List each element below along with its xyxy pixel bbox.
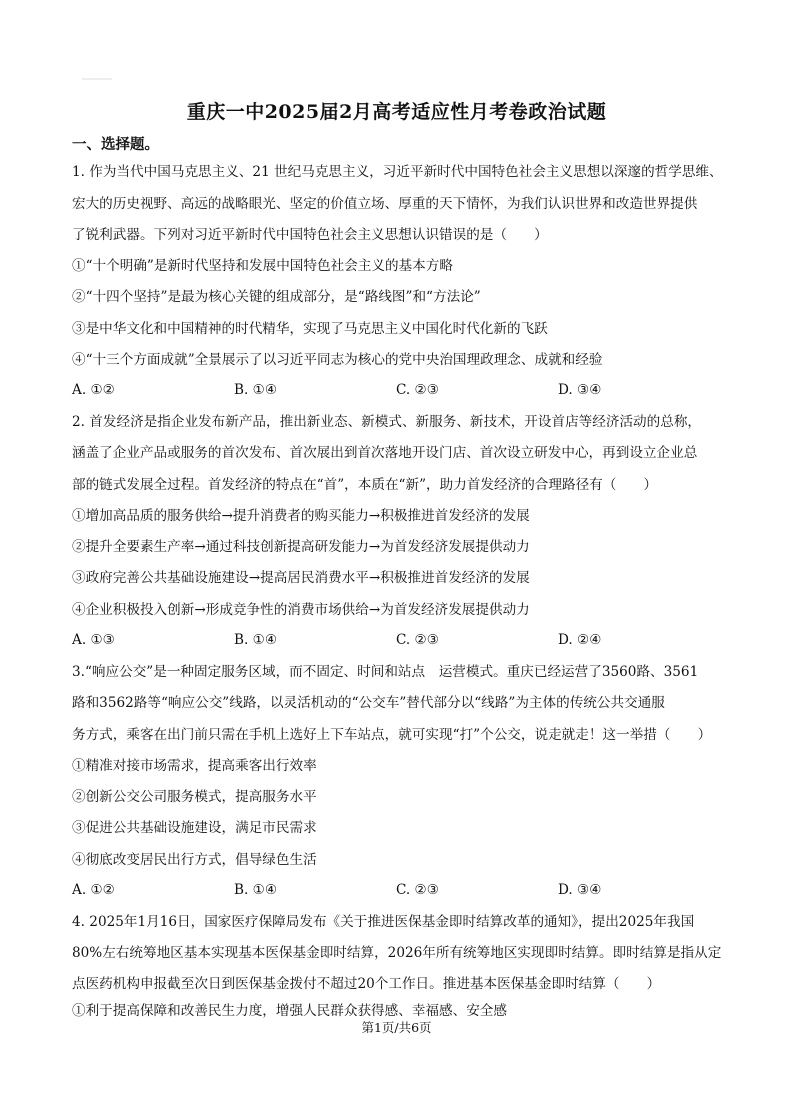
q2-item: ②提升全要素生产率→通过科技创新提高研发能力→为首发经济发展提供动力 <box>72 539 530 555</box>
page-number: 第1页/共6页 <box>361 1020 432 1035</box>
q2-option-a[interactable]: A. ①③ <box>72 632 115 648</box>
q1-option-a[interactable]: A. ①② <box>72 382 115 398</box>
q4-stem-line: 80%左右统筹地区基本实现基本医保基金即时结算，2026年所有统筹地区实现即时结算。即时结算是指从定 <box>72 945 722 961</box>
q3-item: ④彻底改变居民出行方式，倡导绿色生活 <box>72 852 317 868</box>
q1-option-d[interactable]: D. ③④ <box>558 382 602 398</box>
q1-option-b[interactable]: B. ①④ <box>234 382 278 398</box>
q2-option-c[interactable]: C. ②③ <box>396 632 439 648</box>
q4-stem-line: 4. 2025年1月16日，国家医疗保障局发布《关于推进医保基金即时结算改革的通知》，提出2025年我国 <box>72 914 695 930</box>
q3-option-c[interactable]: C. ②③ <box>396 882 439 898</box>
q3-option-a[interactable]: A. ①② <box>72 882 115 898</box>
q3-item: ②创新公交公司服务模式，提高服务水平 <box>72 789 317 805</box>
q1-item: ①“十个明确”是新时代坚持和发展中国特色社会主义的基本方略 <box>72 258 453 274</box>
q3-item: ③促进公共基础设施建设，满足市民需求 <box>72 820 317 836</box>
q3-stem-line: 路和3562路等“响应公交”线路，以灵活机动的“公交车”替代部分以“线路”为主体的传统公共交通服 <box>72 695 665 711</box>
page-title: 重庆一中2025届2月高考适应性月考卷政治试题 <box>186 101 607 123</box>
q3-stem-line: 务方式，乘客在出门前只需在手机上选好上下车站点，就可实现“打”个公交，说走就走！这一举措（ ） <box>72 727 712 743</box>
q2-stem-line: 涵盖了企业产品或服务的首次发布、首次展出到首次落地开设门店、首次设立研发中心，再到设立企业总 <box>72 445 698 461</box>
q2-option-b[interactable]: B. ①④ <box>234 632 278 648</box>
q1-item: ③是中华文化和中国精神的时代精华，实现了马克思主义中国化时代化新的飞跃 <box>72 321 548 337</box>
q4-stem-line: 点医药机构申报截至次日到医保基金拨付不超过20个工作日。推进基本医保基金即时结算（ ） <box>72 976 661 992</box>
q2-option-d[interactable]: D. ②④ <box>558 632 602 648</box>
q3-stem-line: 3.“响应公交”是一种固定服务区域，而不固定、时间和站点 运营模式。重庆已经运营了3560路、3561 <box>72 664 699 680</box>
q2-options <box>72 632 732 650</box>
q1-stem-line: 宏大的历史视野、高远的战略眼光、坚定的价值立场、厚重的天下情怀，为我们认识世界和改造世界提供 <box>72 196 698 212</box>
q2-stem-line: 部的链式发展全过程。首发经济的特点在“首”，本质在“新”，助力首发经济的合理路径有（ ） <box>72 477 658 493</box>
section-heading: 一、选择题。 <box>72 136 159 153</box>
q3-option-d[interactable]: D. ③④ <box>558 882 602 898</box>
q3-item: ①精准对接市场需求，提高乘客出行效率 <box>72 758 317 774</box>
q1-stem-line: 了锐利武器。下列对习近平新时代中国特色社会主义思想认识错误的是（ ） <box>72 227 548 243</box>
q1-item: ④“十三个方面成就”全景展示了以习近平同志为核心的党中央治国理政理念、成就和经验 <box>72 352 603 368</box>
q1-options <box>72 382 732 400</box>
q2-item: ①增加高品质的服务供给→提升消费者的购买能力→积极推进首发经济的发展 <box>72 508 530 524</box>
q1-item: ②“十四个坚持”是最为核心关键的组成部分，是“路线图”和“方法论” <box>72 289 481 305</box>
scan-mark <box>82 78 112 80</box>
q2-item: ③政府完善公共基础设施建设→提高居民消费水平→积极推进首发经济的发展 <box>72 570 530 586</box>
q4-item: ①利于提高保障和改善民生力度，增强人民群众获得感、幸福感、安全感 <box>72 1003 507 1019</box>
q3-options <box>72 882 732 900</box>
q2-item: ④企业积极投入创新→形成竞争性的消费市场供给→为首发经济发展提供动力 <box>72 602 530 618</box>
q1-option-c[interactable]: C. ②③ <box>396 382 439 398</box>
q2-stem-line: 2. 首发经济是指企业发布新产品，推出新业态、新模式、新服务、新技术，开设首店等经济活动的总称， <box>72 414 702 430</box>
q1-stem-line: 1. 作为当代中国马克思主义、21 世纪马克思主义，习近平新时代中国特色社会主义思想以深邃的哲学思维、 <box>72 164 723 180</box>
q3-option-b[interactable]: B. ①④ <box>234 882 278 898</box>
